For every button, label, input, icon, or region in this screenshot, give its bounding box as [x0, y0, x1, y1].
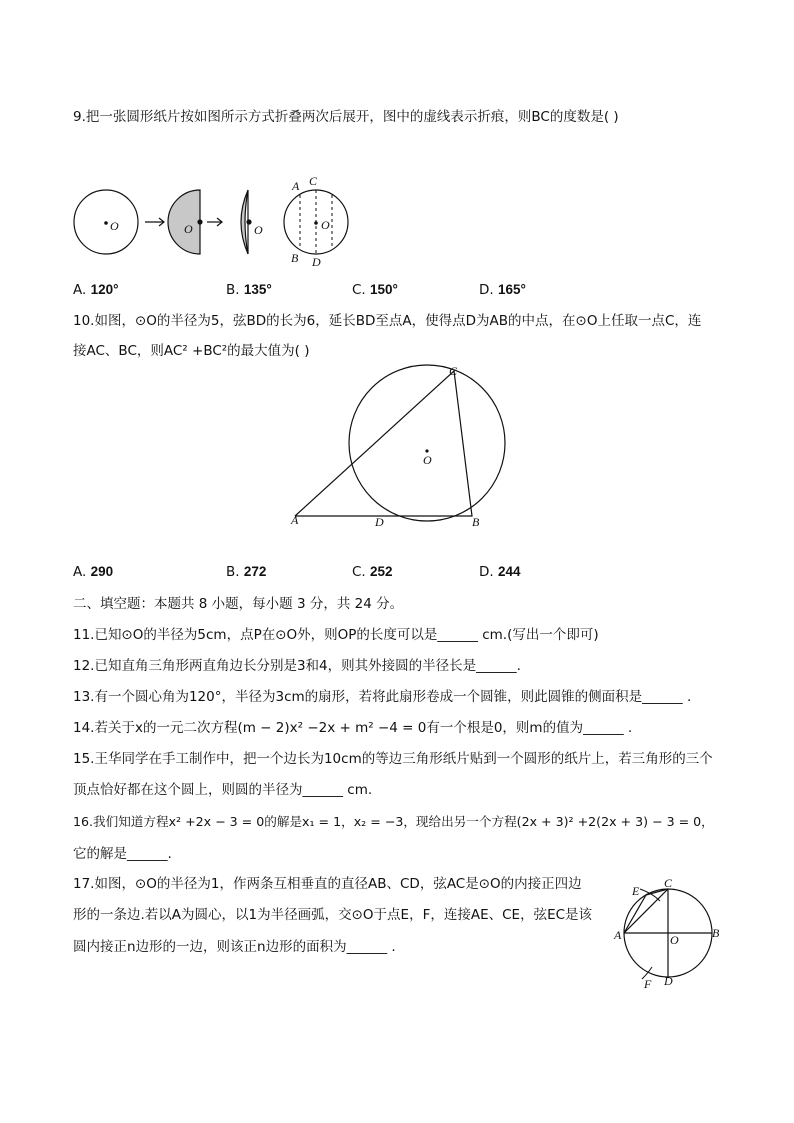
question-9-text: 9.把一张圆形纸片按如图所示方式折叠两次后展开，图中的虚线表示折痕，则BC的度数是( )	[73, 109, 619, 125]
question-15-line-2: 顶点恰好都在这个圆上，则圆的半径为______ cm.	[73, 782, 373, 798]
question-11-text: 11.已知⊙O的半径为5cm，点P在⊙O外，则OP的长度可以是______ cm.(写出一个即可)	[73, 627, 599, 643]
fig10-label-a: A	[291, 513, 299, 527]
fig10-label-b: B	[472, 515, 480, 529]
fig17-label-o: O	[670, 933, 679, 947]
question-17-line-1: 17.如图，⊙O的半径为1，作两条互相垂直的直径AB、CD，弦AC是⊙O的内接正四边	[73, 876, 582, 892]
fig9-label-o4: O	[321, 218, 330, 232]
section-2-heading: 二、填空题：本题共 8 小题，每小题 3 分，共 24 分。	[73, 596, 404, 612]
fig17-label-c: C	[664, 876, 673, 890]
question-17-line-2: 形的一条边.若以A为圆心，以1为半径画弧，交⊙O于点E，F，连接AE、CE，弦EC是该	[73, 907, 593, 923]
q10-option-a[interactable]: A. 290	[73, 564, 114, 580]
fig10-label-d: D	[375, 515, 384, 529]
question-14-text: 14.若关于x的一元二次方程(m − 2)x² −2x + m² −4 = 0有一个根是0，则m的值为______ .	[73, 720, 633, 736]
question-10-figure	[283, 360, 523, 535]
fig9-label-b: B	[291, 251, 299, 265]
fig9-label-a: A	[292, 179, 300, 193]
fig9-label-o3: O	[254, 223, 263, 237]
question-12-text: 12.已知直角三角形两直角边长分别是3和4，则其外接圆的半径长是______.	[73, 658, 521, 674]
fig9-label-o2: O	[184, 222, 193, 236]
fig17-label-b: B	[712, 926, 720, 940]
q9-option-a[interactable]: A. 120°	[73, 282, 119, 298]
q10-option-c[interactable]: C. 252	[352, 564, 393, 580]
fig9-label-c: C	[309, 174, 318, 188]
fig10-label-c: C	[449, 364, 458, 378]
q9-option-c[interactable]: C. 150°	[352, 282, 398, 298]
question-15-line-1: 15.王华同学在手工制作中，把一个边长为10cm的等边三角形纸片贴到一个圆形的纸片上，若三角形的三个	[73, 751, 713, 767]
fig17-label-e: E	[632, 884, 640, 898]
question-17-line-3: 圆内接正n边形的一边，则该正n边形的面积为______ .	[73, 939, 396, 955]
fig17-label-f: F	[644, 977, 652, 991]
question-9-figure	[68, 172, 368, 272]
q10-option-d[interactable]: D. 244	[479, 564, 521, 580]
fig17-label-a: A	[614, 928, 622, 942]
q9-option-d[interactable]: D. 165°	[479, 282, 526, 298]
fig9-label-o1: O	[110, 219, 119, 233]
q9-option-b[interactable]: B. 135°	[226, 282, 272, 298]
question-13-text: 13.有一个圆心角为120°，半径为3cm的扇形，若将此扇形卷成一个圆锥，则此圆锥的侧面积是______ .	[73, 689, 692, 705]
fig10-label-o: O	[423, 453, 432, 467]
question-10-line-1: 10.如图，⊙O的半径为5，弦BD的长为6，延长BD至点A，使得点D为AB的中点，在⊙O上任取一点C，连	[73, 313, 702, 329]
question-17-figure	[612, 875, 732, 995]
fig17-label-d: D	[664, 974, 673, 988]
question-10-line-2: 接AC、BC，则AC² +BC²的最大值为( )	[73, 343, 310, 359]
question-16-line-1: 16.我们知道方程x² +2x − 3 = 0的解是x₁ = 1，x₂ = −3，现给出另一个方程(2x + 3)² +2(2x + 3) − 3 = 0，	[73, 814, 714, 829]
fig9-label-d: D	[312, 255, 321, 269]
q10-option-b[interactable]: B. 272	[226, 564, 267, 580]
question-16-line-2: 它的解是______.	[73, 846, 172, 862]
